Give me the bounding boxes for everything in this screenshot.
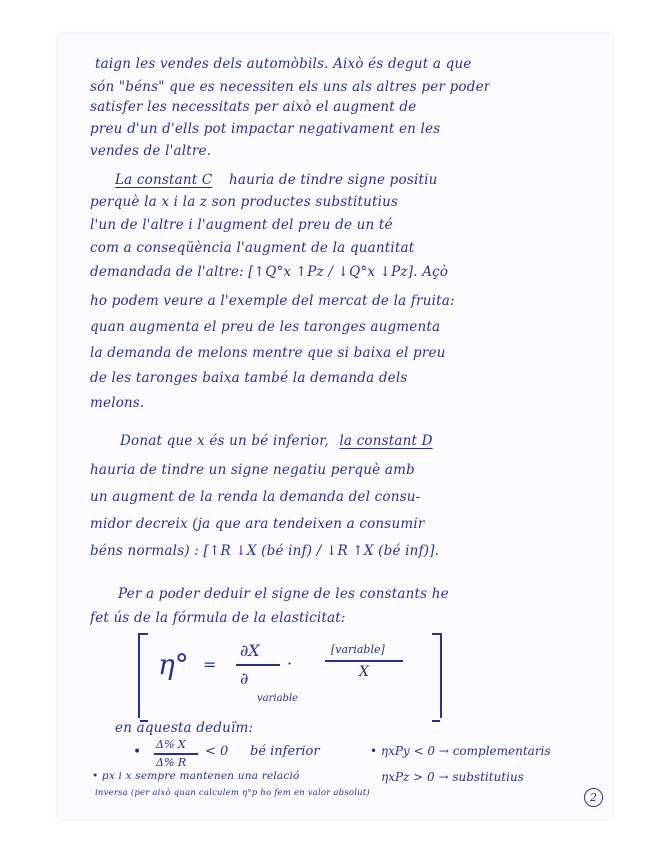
text-line: l'un de l'altre i l'augment del preu de un té [90, 217, 393, 233]
variable-subscript: variable [257, 693, 299, 704]
x-denominator: X [359, 664, 369, 680]
fraction-bar [325, 660, 403, 662]
paragraph-line [115, 172, 438, 188]
bullet: • [133, 744, 142, 760]
derivative-denominator: ∂ [240, 669, 249, 688]
paragraph-line [120, 433, 433, 449]
text-line: vendes de l'altre. [90, 143, 212, 159]
text-line: són "béns" que es necessiten els uns als altres per poder [90, 79, 491, 95]
fraction-bar [236, 664, 280, 666]
substitute-condition: ηxPz > 0 → substitutius [381, 770, 524, 784]
text-line: demandada de l'altre: [↑Q°x ↑Pz / ↓Q°x ↓Pz]. Açò [90, 264, 449, 280]
text-line: perquè la x i la z son productes substitutius [90, 194, 399, 210]
text-line: de les taronges baixa també la demanda dels [90, 370, 408, 386]
text-line: preu d'un d'ells pot impactar negativament en les [90, 121, 441, 137]
text-line: taign les vendes dels automòbils. Això és degut a que [95, 56, 472, 72]
text-line: la demanda de melons mentre que si baixa el preu [90, 345, 446, 361]
multiply-dot: · [287, 654, 293, 673]
text-line: melons. [90, 395, 145, 411]
text-line: Per a poder deduir el signe de les constants he [118, 586, 449, 602]
text-line: béns normals) : [↑R ↓X (bé inf) / ↓R ↑X (bé inf)]. [90, 543, 440, 559]
footnote-line: • px i x sempre mantenen una relació [92, 770, 300, 782]
text-line: midor decreix (ja que ara tendeixen a consumir [90, 516, 425, 532]
text-line: fet ús de la fórmula de la elasticitat: [90, 610, 346, 626]
text-line: hauria de tindre un signe negatiu perquè amb [90, 462, 415, 478]
text-fragment: Donat que x és un bé inferior, [120, 433, 329, 449]
variable-numerator: [variable] [331, 643, 385, 656]
complementary-condition: • ηxPy < 0 → complementaris [370, 744, 551, 758]
constant-d-heading: la constant D [339, 433, 433, 449]
text-line: satisfer les necessitats per això el augment de [90, 99, 417, 115]
fraction-bar [154, 753, 198, 755]
equals-sign: = [203, 655, 217, 674]
less-than-zero: < 0 [205, 744, 229, 759]
eta-symbol: η° [158, 648, 189, 681]
page-number: 2 [584, 788, 603, 807]
text-line: com a conseqüència l'augment de la quantitat [90, 240, 415, 256]
constant-c-heading: La constant C [115, 172, 213, 188]
conclusion-intro: en aquesta deduïm: [115, 720, 254, 736]
text-line: un augment de la renda la demanda del consu- [90, 489, 421, 505]
income-fraction-numerator: Δ% X [156, 738, 186, 751]
derivative-numerator: ∂X [240, 641, 260, 660]
text-line: quan augmenta el preu de les taronges augmenta [90, 319, 441, 335]
income-fraction-denominator: Δ% R [156, 756, 187, 769]
footnote-line: inversa (per això quan calculem η°p ho fem en valor absolut) [95, 788, 370, 798]
text-line: ho podem veure a l'exemple del mercat de la fruita: [90, 293, 455, 309]
text-fragment: hauria de tindre signe positiu [228, 172, 438, 188]
inferior-good-label: bé inferior [250, 744, 320, 759]
